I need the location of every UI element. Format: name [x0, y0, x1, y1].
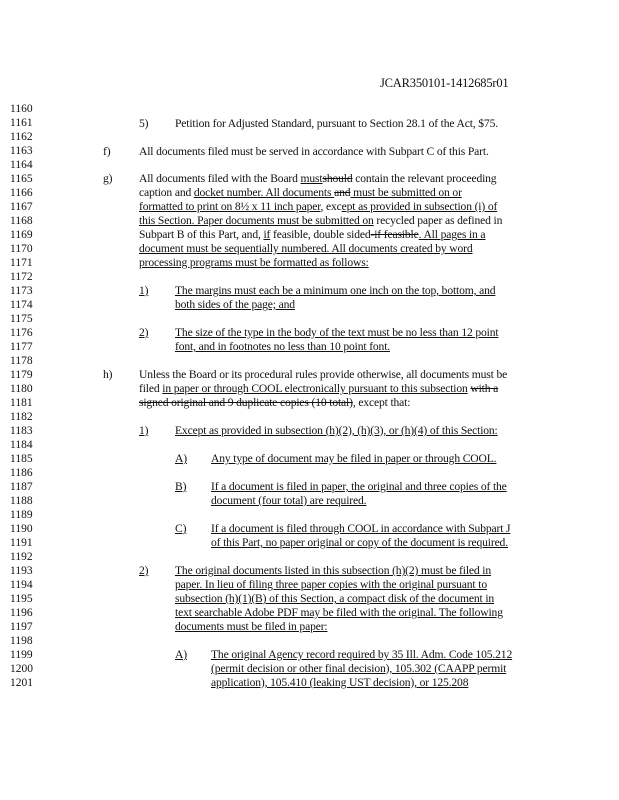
text-run: All documents filed with the Board [139, 172, 301, 185]
text-line: If a document is filed through COOL in accordance with Subpart J [211, 522, 511, 535]
text-run: feasible, double sided [270, 228, 371, 241]
inserted-text: if [263, 228, 271, 241]
text-line: Any type of document may be filed in paper or through COOL. [211, 452, 497, 465]
text-line [139, 383, 498, 395]
text-line: paper. In lieu of filing three paper copies with the original pursuant to [175, 578, 487, 591]
text-run: contain the relevant proceeding [352, 172, 497, 185]
line-number: 1187 [10, 481, 33, 493]
text-line: The original documents listed in this subsection (h)(2) must be filed in [175, 564, 492, 577]
inserted-text: formatted to print on 8½ x 11 inch paper [139, 200, 321, 213]
text-line: Petition for Adjusted Standard, pursuant to Section 28.1 of the Act, $75. [175, 117, 498, 130]
line-number: 1165 [10, 173, 33, 185]
line-number: 1175 [10, 313, 33, 325]
text-line: (permit decision or other final decision), 105.302 (CAAPP permit [211, 662, 507, 675]
text-line: documents must be filed in paper: [175, 620, 328, 633]
text-line: text searchable Adobe PDF may be filed with the original. The following [175, 606, 503, 619]
line-number: 1193 [10, 565, 33, 577]
item-marker: 1) [139, 424, 149, 437]
text-line: application), 105.410 (leaking UST decision), or 125.208 [211, 676, 469, 689]
line-number: 1186 [10, 467, 33, 479]
deleted-text: with a [470, 382, 499, 395]
line-number: 1188 [10, 495, 33, 507]
line-number: 1172 [10, 271, 33, 283]
inserted-text: must [300, 172, 323, 185]
line-number: 1170 [10, 243, 33, 255]
text-run: , except that: [352, 396, 411, 409]
line-number: 1174 [10, 299, 33, 311]
line-number: 1167 [10, 201, 33, 213]
text-line [139, 229, 485, 241]
text-line: of this Part, no paper original or copy of the document is required. [211, 536, 508, 549]
text-line [139, 201, 497, 213]
item-marker: B) [175, 480, 187, 493]
inserted-text: . All documents [260, 186, 335, 199]
text-line: All documents filed must be served in accordance with Subpart C of this Part. [139, 145, 489, 158]
text-run: Subpart B of this Part, and, [139, 228, 264, 241]
line-number: 1192 [10, 551, 33, 563]
line-number: 1171 [10, 257, 33, 269]
inserted-text: must be submitted on or [350, 186, 462, 199]
line-number: 1201 [10, 677, 33, 689]
line-number: 1185 [10, 453, 33, 465]
text-line: document (four total) are required. [211, 494, 367, 507]
deleted-text: should [322, 172, 353, 185]
line-number: 1176 [10, 327, 33, 339]
line-number: 1200 [10, 663, 33, 675]
text-line [139, 187, 462, 199]
line-number: 1182 [10, 411, 33, 423]
text-run: caption and [139, 186, 194, 199]
line-number: 1173 [10, 285, 33, 297]
line-number: 1178 [10, 355, 33, 367]
item-marker: h) [103, 368, 113, 381]
line-number: 1190 [10, 523, 33, 535]
line-number: 1181 [10, 397, 33, 409]
inserted-text: this Section. Paper documents must be submitted on [139, 214, 374, 227]
inserted-text: . All pages in a [418, 228, 486, 241]
text-line: both sides of the page; and [175, 298, 295, 311]
line-number: 1179 [10, 369, 33, 381]
inserted-text: ept as provided in subsection (i) of [341, 200, 498, 213]
text-run: filed [139, 382, 163, 395]
line-number: 1177 [10, 341, 33, 353]
line-number: 1189 [10, 509, 33, 521]
line-number: 1163 [10, 145, 33, 157]
line-number: 1194 [10, 579, 33, 591]
line-number: 1195 [10, 593, 33, 605]
text-line: document must be sequentially numbered. All documents created by word [139, 242, 473, 255]
line-number: 1168 [10, 215, 33, 227]
item-marker: 5) [139, 117, 149, 130]
text-line: The original Agency record required by 35 Ill. Adm. Code 105.212 [211, 648, 513, 661]
item-marker: C) [175, 522, 187, 535]
item-marker: A) [175, 452, 187, 465]
line-number: 1180 [10, 383, 33, 395]
line-number: 1197 [10, 621, 33, 633]
line-number: 1164 [10, 159, 33, 171]
line-number: 1166 [10, 187, 33, 199]
line-number: 1183 [10, 425, 33, 437]
text-line: subsection (h)(1)(B) of this Section, a compact disk of the document in [175, 592, 495, 605]
text-line: font, and in footnotes no less than 10 point font. [175, 340, 391, 353]
item-marker: 2) [139, 564, 149, 577]
text-line [139, 215, 502, 227]
line-number: 1184 [10, 439, 33, 451]
item-marker: g) [103, 172, 113, 185]
text-line [139, 397, 410, 409]
document-id-header: JCAR350101-1412685r01 [380, 76, 509, 90]
deleted-text: -if feasible [370, 228, 419, 241]
line-number: 1162 [10, 131, 33, 143]
item-marker: f) [103, 145, 111, 158]
text-line: If a document is filed in paper, the original and three copies of the [211, 480, 507, 493]
text-run: , exc [320, 200, 342, 213]
line-number: 1169 [10, 229, 33, 241]
text-line: The margins must each be a minimum one inch on the top, bottom, and [175, 284, 496, 297]
text-line: Except as provided in subsection (h)(2), (h)(3), or (h)(4) of this Section: [175, 424, 498, 437]
item-marker: 1) [139, 284, 149, 297]
text-line [139, 173, 496, 185]
item-marker: A) [175, 648, 187, 661]
line-number: 1198 [10, 635, 33, 647]
line-number: 1191 [10, 537, 33, 549]
line-number: 1161 [10, 117, 33, 129]
item-marker: 2) [139, 326, 149, 339]
line-number: 1196 [10, 607, 33, 619]
line-number: 1199 [10, 649, 33, 661]
line-number: 1160 [10, 103, 33, 115]
inserted-text: docket number [193, 186, 261, 199]
inserted-text: in paper or through COOL electronically pursuant to this subsection [162, 382, 468, 395]
text-line: processing programs must be formatted as follows: [139, 256, 369, 269]
text-line: Unless the Board or its procedural rules provide otherwise, all documents must be [139, 368, 508, 381]
text-line: The size of the type in the body of the text must be no less than 12 point [175, 326, 499, 339]
text-run: recycled paper as defined in [373, 214, 503, 227]
deleted-text: and [334, 186, 351, 199]
deleted-text: signed original and 9 duplicate copies (10 total) [139, 396, 353, 409]
